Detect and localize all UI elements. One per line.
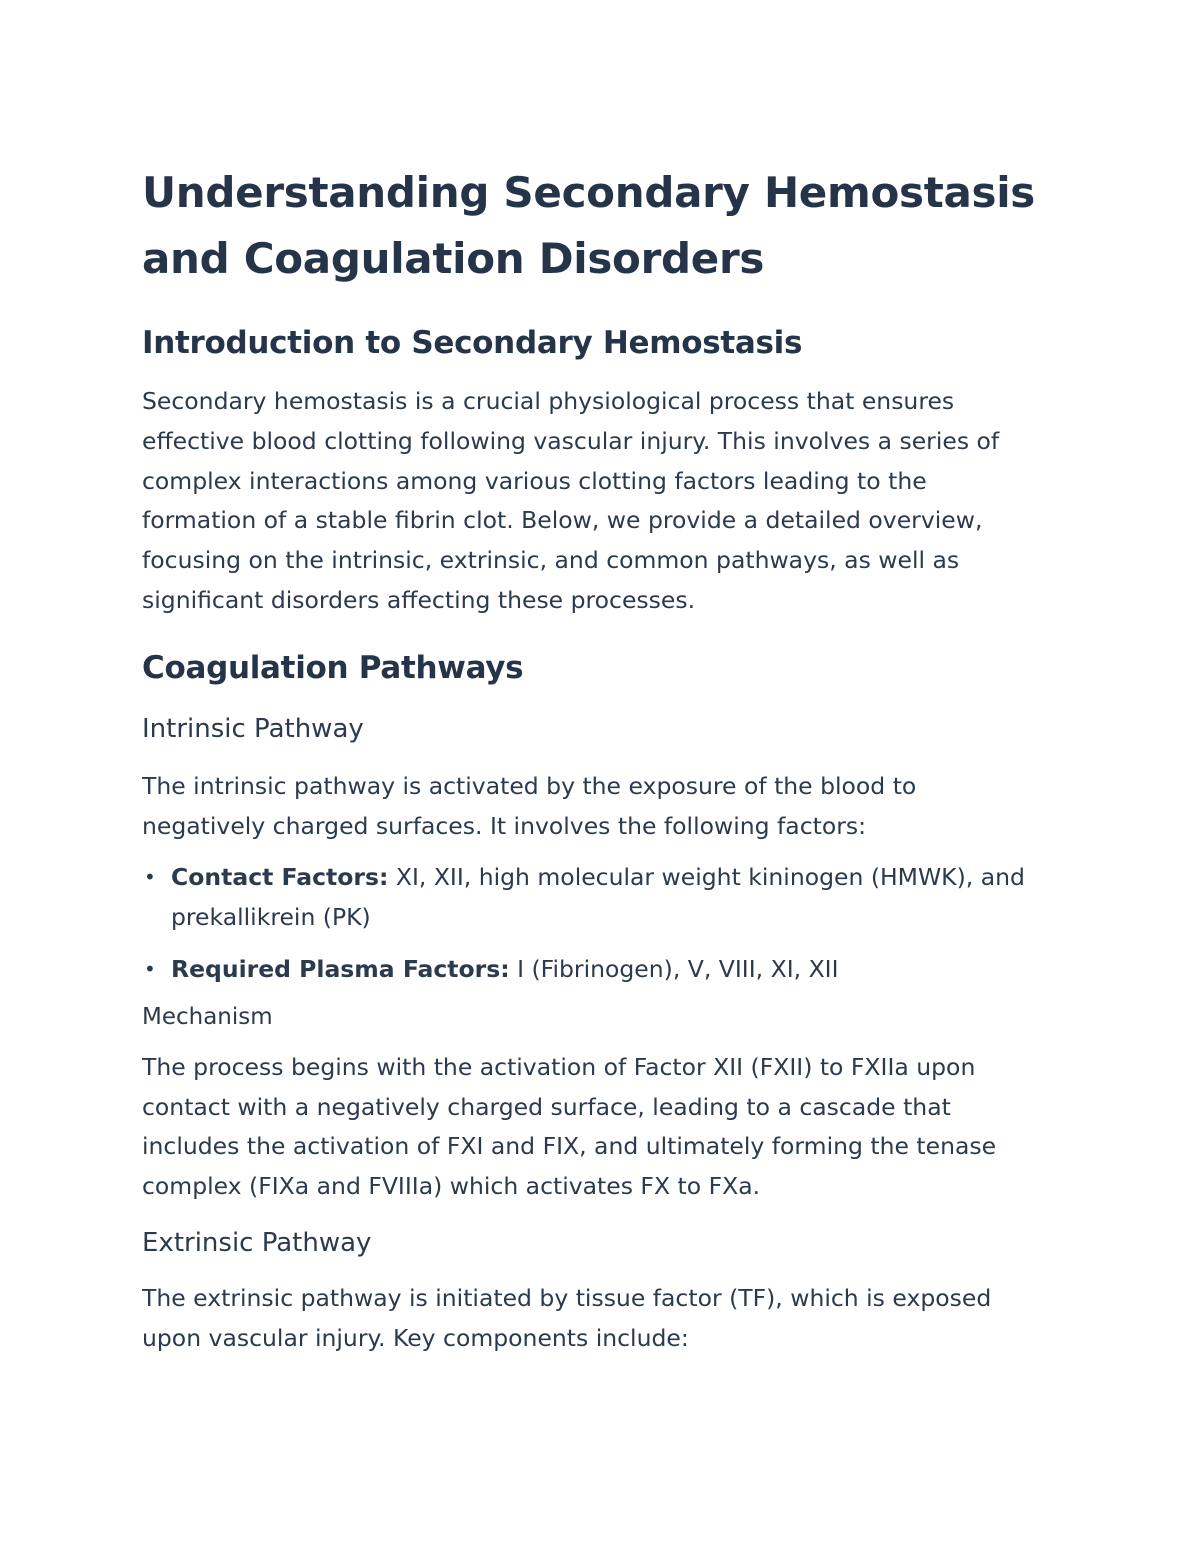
- intro-heading: Introduction to Secondary Hemostasis: [142, 325, 803, 361]
- list-item: [142, 858, 1042, 938]
- list-item-label: Contact Factors:: [171, 863, 389, 892]
- pathways-heading: Coagulation Pathways: [142, 649, 524, 686]
- bullet-icon: •: [144, 956, 156, 981]
- intrinsic-factor-list: [142, 858, 1042, 989]
- extrinsic-paragraph: The extrinsic pathway is initiated by tissue factor (TF), which is exposed upon vascular injury. Key components include:: [142, 1283, 992, 1352]
- mechanism-heading: Mechanism: [142, 1003, 273, 1030]
- list-item-label: Required Plasma Factors:: [171, 954, 510, 983]
- intrinsic-paragraph: The intrinsic pathway is activated by the exposure of the blood to negatively charged surfaces. It involves the following factors:: [142, 771, 917, 840]
- document-page: [142, 160, 1042, 1359]
- document-title: Understanding Secondary Hemostasis and Coagulation Disorders: [142, 168, 1036, 283]
- mechanism-paragraph: The process begins with the activation of Factor XII (FXII) to FXIIa upon contact with a negatively charged surface, leading to a cascade that includes the activation of FXI and FIX, and ultimately forming the tenase complex (FIXa and FVIIIa) which activates FX to FXa.: [142, 1052, 997, 1201]
- bullet-icon: •: [144, 865, 156, 890]
- intrinsic-heading: Intrinsic Pathway: [142, 713, 364, 744]
- extrinsic-heading: Extrinsic Pathway: [142, 1227, 372, 1258]
- list-item-text: XI, XII, high molecular weight kininogen (HMWK), and prekallikrein (PK): [171, 863, 1025, 932]
- list-item: [142, 950, 1042, 990]
- list-item-text: I (Fibrinogen), V, VIII, XI, XII: [509, 954, 839, 983]
- intro-paragraph: Secondary hemostasis is a crucial physiological process that ensures effective blood clotting following vascular injury. This involves a series of complex interactions among various clotting factors leading to the formation of a stable fibrin clot. Below, we provide a detailed overview, focusing on the intrinsic, extrinsic, and common pathways, as well as significant disorders affecting these processes.: [142, 387, 1000, 614]
